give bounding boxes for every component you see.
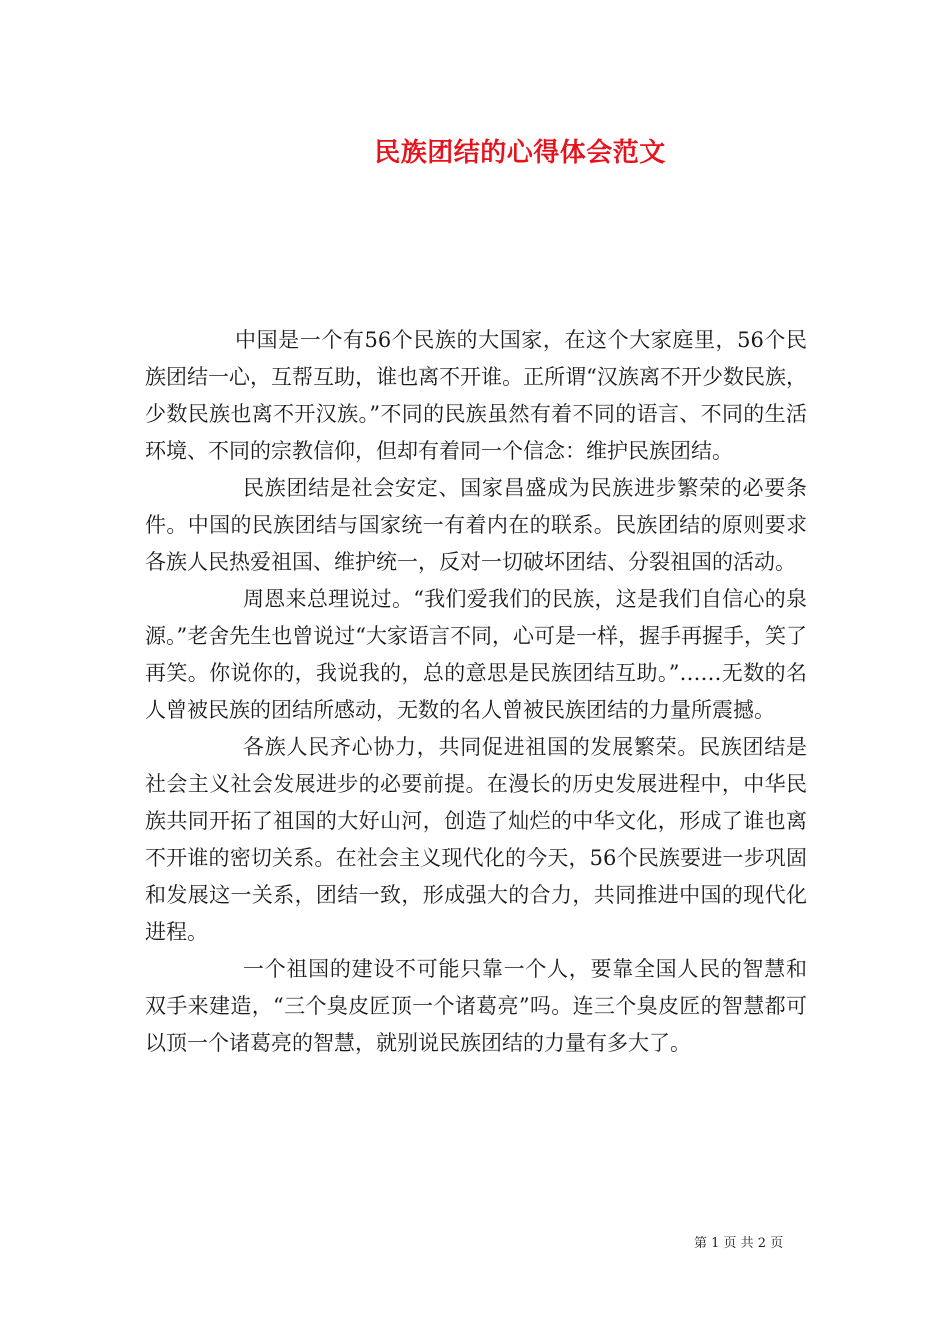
document-body [145,322,807,1062]
paragraph-1: 中国是一个有56个民族的大国家，在这个大家庭里，56个民族团结一心，互帮互助，谁也离不开谁。正所谓“汉族离不开少数民族，少数民族也离不开汉族。”不同的民族虽然有着不同的语言、不同的生活环境、不同的宗教信仰，但却有着同一个信念：维护民族团结。 [145,328,807,463]
page-number-footer: 第 1 页 共 2 页 [694,1236,784,1251]
paragraph-3: 周恩来总理说过。“我们爱我们的民族，这是我们自信心的泉源。”老舍先生也曾说过“大家语言不同，心可是一样，握手再握手，笑了再笑。你说你的，我说我的，总的意思是民族团结互助。”……无数的名人曾被民族的团结所感动，无数的名人曾被民族团结的力量所震撼。 [145,587,807,722]
document-title: 民族团结的心得体会范文 [374,138,666,168]
paragraph-2: 民族团结是社会安定、国家昌盛成为民族进步繁荣的必要条件。中国的民族团结与国家统一有着内在的联系。民族团结的原则要求各族人民热爱祖国、维护统一，反对一切破坏团结、分裂祖国的活动。 [145,476,807,574]
paragraph-4: 各族人民齐心协力，共同促进祖国的发展繁荣。民族团结是社会主义社会发展进步的必要前提。在漫长的历史发展进程中，中华民族共同开拓了祖国的大好山河，创造了灿烂的中华文化，形成了谁也离不开谁的密切关系。在社会主义现代化的今天，56个民族要进一步巩固和发展这一关系，团结一致，形成强大的合力，共同推进中国的现代化进程。 [145,735,807,944]
paragraph-5: 一个祖国的建设不可能只靠一个人，要靠全国人民的智慧和双手来建造，“三个臭皮匠顶一个诸葛亮”吗。连三个臭皮匠的智慧都可以顶一个诸葛亮的智慧，就别说民族团结的力量有多大了。 [145,957,807,1055]
